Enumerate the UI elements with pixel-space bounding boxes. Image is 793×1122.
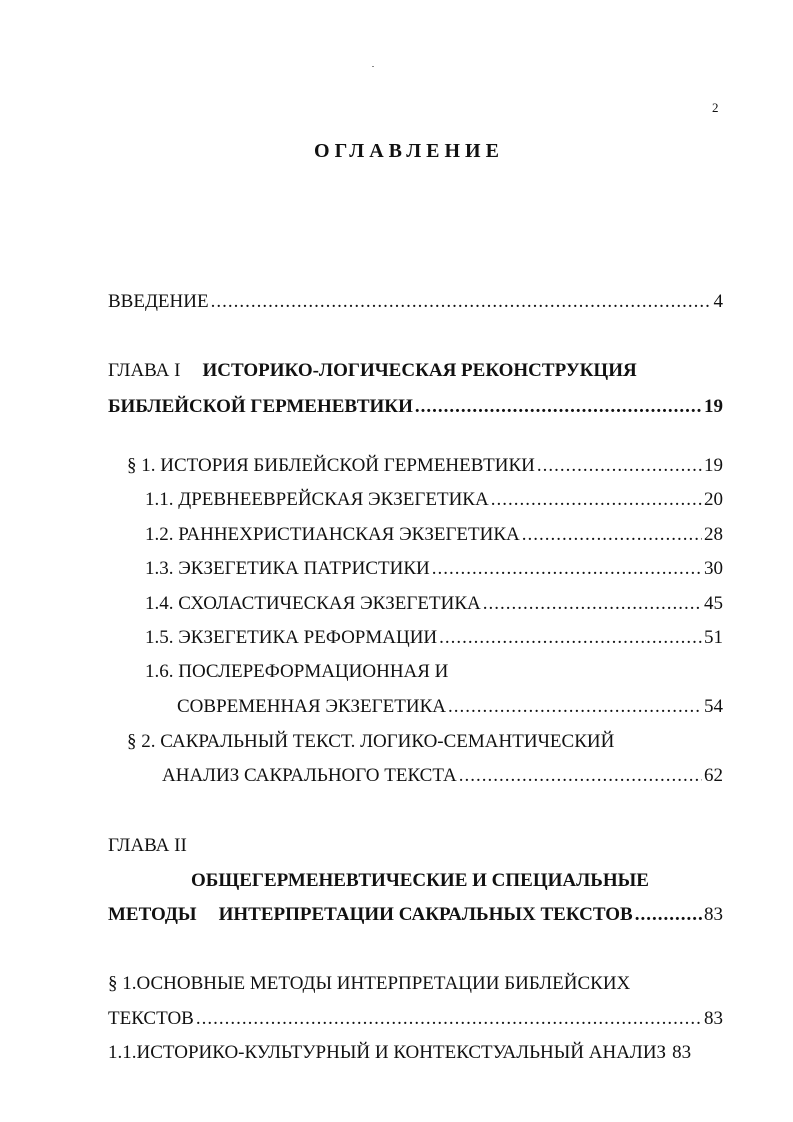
chapter1-heading-line1 [108, 358, 637, 384]
toc-entry-ch2-1-1[interactable] [108, 1040, 723, 1066]
toc-entry-label: 1.4. СХОЛАСТИЧЕСКАЯ ЭКЗЕГЕТИКА [145, 593, 481, 614]
dot-leader [459, 763, 702, 789]
dot-leader [635, 902, 702, 928]
dot-leader [432, 556, 702, 582]
toc-entry-ch1-s1[interactable] [127, 453, 723, 479]
toc-entry-ch1-1-6[interactable] [177, 694, 723, 720]
toc-entry-chapter1[interactable] [108, 394, 723, 420]
dot-leader [448, 694, 702, 720]
toc-entry-ch2-s1[interactable] [108, 1006, 723, 1032]
toc-entry-label: ВВЕДЕНИЕ [108, 291, 209, 312]
toc-entry-page: 30 [704, 558, 723, 579]
toc-entry-ch1-1-3[interactable] [145, 556, 723, 582]
toc-entry-label: 1.2. РАННЕХРИСТИАНСКАЯ ЭКЗЕГЕТИКА [145, 524, 520, 545]
toc-entry-ch1-1-4[interactable] [145, 591, 723, 617]
toc-entry-page: 20 [704, 489, 723, 510]
toc-entry-page: 28 [704, 524, 723, 545]
chapter2-title-part2 [108, 902, 633, 928]
toc-entry-page: 83 [704, 904, 723, 925]
toc-entry-page: 83 [672, 1042, 692, 1063]
toc-entry-page: 83 [704, 1008, 723, 1029]
dot-leader [196, 1006, 702, 1032]
toc-entry-ch2-s1-line1[interactable] [108, 971, 630, 997]
dot-leader [491, 487, 702, 513]
dot-leader [483, 591, 702, 617]
dot-leader [415, 394, 702, 420]
chapter2-title-part2a: МЕТОДЫ [108, 904, 197, 925]
toc-entry-label: 1.6. ПОСЛЕРЕФОРМАЦИОННАЯ И [145, 661, 449, 682]
dot-leader [522, 522, 702, 548]
toc-entry-ch1-1-1[interactable] [145, 487, 723, 513]
toc-entry-chapter2[interactable] [108, 902, 723, 928]
scan-speck [372, 66, 374, 67]
toc-entry-page: 51 [704, 627, 723, 648]
toc-entry-label: § 2. САКРАЛЬНЫЙ ТЕКСТ. ЛОГИКО-СЕМАНТИЧЕСКИЙ [127, 731, 615, 752]
dot-leader [439, 625, 702, 651]
toc-entry-page: 19 [704, 396, 723, 417]
page-title: ОГЛАВЛЕНИЕ [314, 140, 504, 162]
toc-entry-label: АНАЛИЗ САКРАЛЬНОГО ТЕКСТА [162, 765, 457, 786]
toc-entry-ch1-1-5[interactable] [145, 625, 723, 651]
chapter1-prefix: ГЛАВА I [108, 360, 181, 381]
toc-entry-label: ТЕКСТОВ [108, 1008, 194, 1029]
toc-entry-label: 1.1.ИСТОРИКО-КУЛЬТУРНЫЙ И КОНТЕКСТУАЛЬНЫЙ АНАЛИЗ [108, 1042, 667, 1063]
toc-entry-ch1-s2[interactable] [162, 763, 723, 789]
chapter2-title-part2b: ИНТЕРПРЕТАЦИИ САКРАЛЬНЫХ ТЕКСТОВ [218, 904, 633, 925]
chapter2-title-part1: ОБЩЕГЕРМЕНЕВТИЧЕСКИЕ И СПЕЦИАЛЬНЫЕ [191, 870, 649, 891]
chapter1-title-part2: БИБЛЕЙСКОЙ ГЕРМЕНЕВТИКИ [108, 396, 413, 417]
toc-entry-label: СОВРЕМЕННАЯ ЭКЗЕГЕТИКА [177, 696, 446, 717]
dot-leader [211, 289, 712, 315]
toc-entry-page: 4 [713, 291, 723, 312]
chapter2-prefix: ГЛАВА II [108, 835, 187, 856]
toc-entry-page: 19 [704, 455, 723, 476]
toc-entry-label: § 1.ОСНОВНЫЕ МЕТОДЫ ИНТЕРПРЕТАЦИИ БИБЛЕЙСКИХ [108, 973, 631, 994]
toc-entry-intro[interactable] [108, 289, 723, 315]
dot-leader [537, 453, 702, 479]
toc-entry-label: 1.5. ЭКЗЕГЕТИКА РЕФОРМАЦИИ [145, 627, 438, 648]
toc-entry-label: § 1. ИСТОРИЯ БИБЛЕЙСКОЙ ГЕРМЕНЕВТИКИ [127, 455, 535, 476]
toc-entry-label: 1.3. ЭКЗЕГЕТИКА ПАТРИСТИКИ [145, 558, 430, 579]
toc-entry-page: 62 [704, 765, 723, 786]
toc-entry-ch1-1-2[interactable] [145, 522, 723, 548]
toc-entry-page: 54 [704, 696, 723, 717]
chapter1-title-part1: ИСТОРИКО-ЛОГИЧЕСКАЯ РЕКОНСТРУКЦИЯ [202, 360, 637, 381]
toc-entry-ch1-1-6-line1[interactable] [145, 659, 448, 685]
page-number: 2 [712, 100, 719, 115]
toc-entry-ch1-s2-line1[interactable] [127, 729, 614, 755]
toc-entry-label: 1.1. ДРЕВНЕЕВРЕЙСКАЯ ЭКЗЕГЕТИКА [145, 489, 489, 510]
toc-entry-page: 45 [704, 593, 723, 614]
